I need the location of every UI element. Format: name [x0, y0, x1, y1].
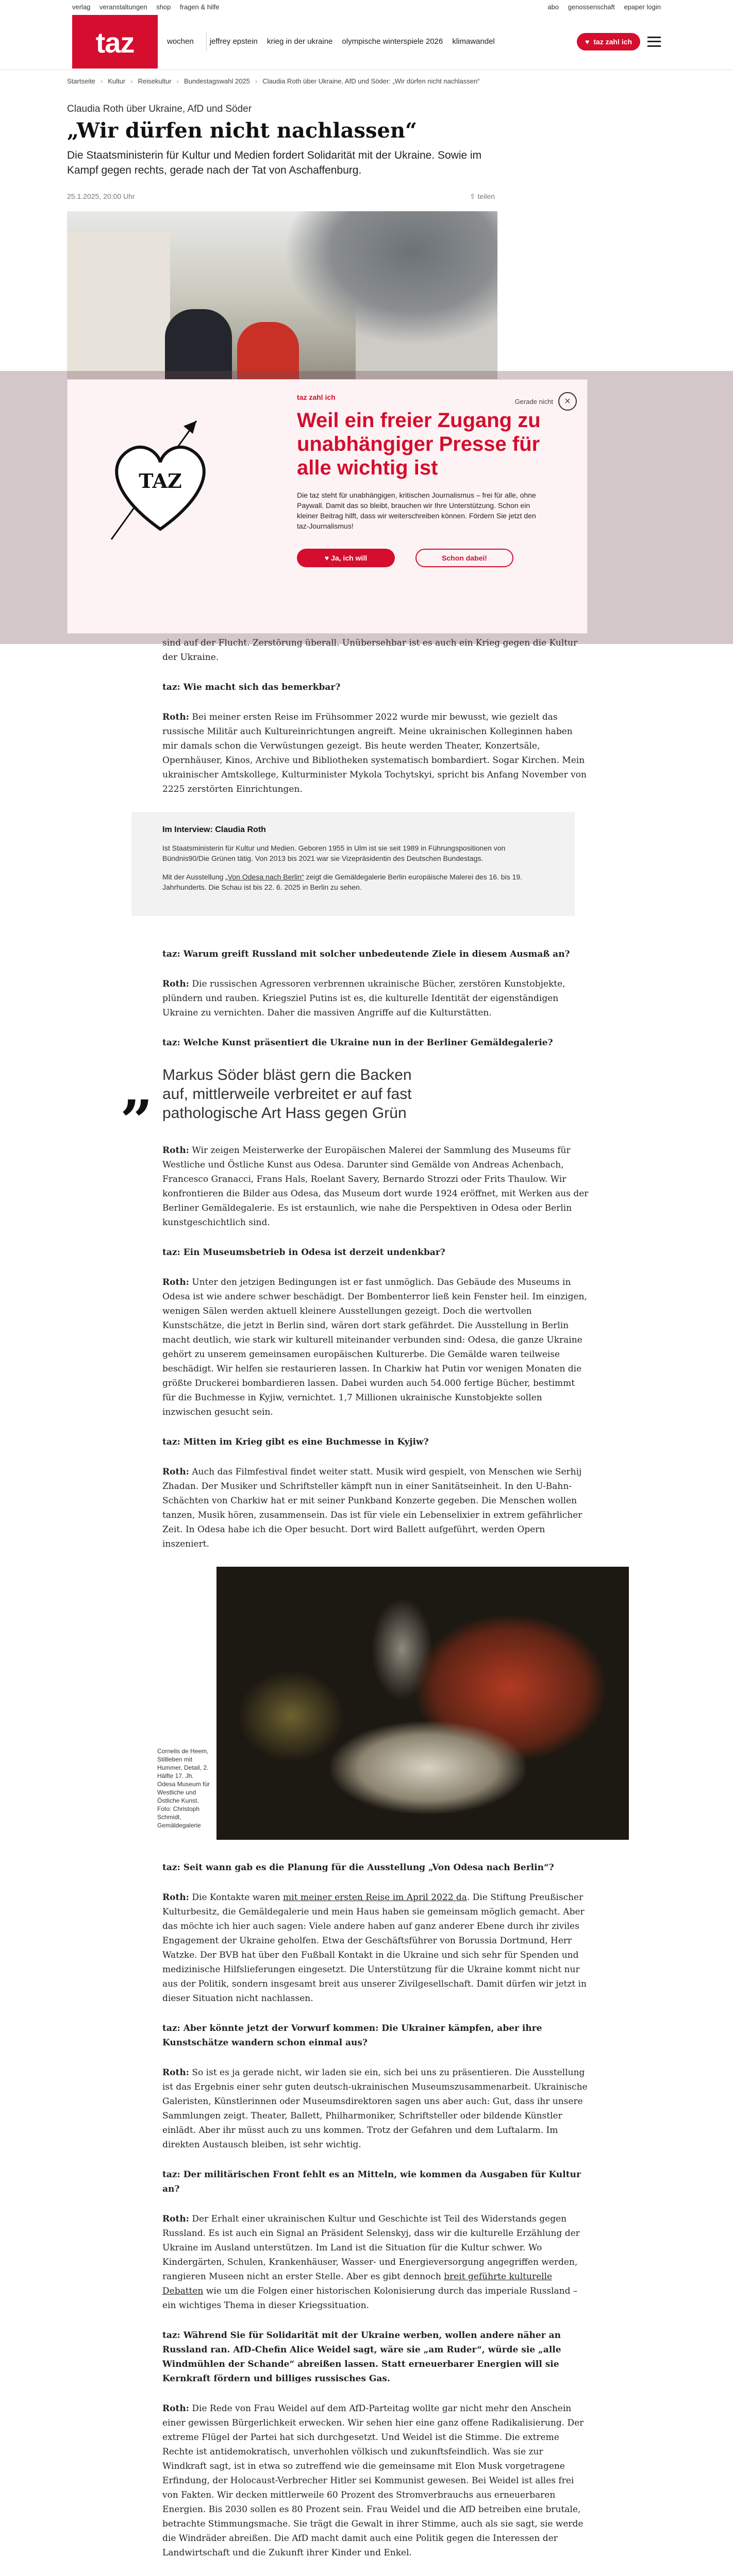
paywall-dialog: [67, 379, 588, 634]
paragraph: sind auf der Flucht. Zerstörung überall. Unübersehbar ist es auch ein Krieg gegen die Kultur der Ukraine.: [162, 638, 578, 663]
nav-item-olympia[interactable]: olympische winterspiele 2026: [342, 37, 443, 46]
pull-quote: [121, 1055, 590, 1123]
breadcrumb: [0, 70, 733, 92]
chevron-right-icon: ›: [255, 77, 258, 85]
paywall-yes-button[interactable]: [297, 549, 395, 567]
topbar-link-genossenschaft[interactable]: genossenschaft: [568, 3, 615, 11]
paragraph: Roth: Die russischen Agressoren verbrennen ukrainische Bücher, zerstören Kunstobjekte, plündern und rauben. Kriegsziel Putins ist es, die kulturelle Identität der eigenständigen Ukraine zu vernichten. Daher die massiven Angriffe auf die Kulturstätten.: [162, 979, 565, 1018]
paywall-title: Weil ein freier Zugang zu unabhängiger Presse für alle wichtig ist: [297, 409, 541, 479]
question: taz: Aber könnte jetzt der Vorwurf kommen: Die Ukrainer kämpfen, aber ihre Kunstschätze wandern schon einmal aus?: [162, 2023, 542, 2048]
share-button[interactable]: [470, 192, 495, 201]
paragraph: Roth: Unter den jetzigen Bedingungen ist er fast unmöglich. Das Gebäude des Museums in Odesa ist wie andere schwer beschädigt. Der Bombenterror ließ kein Fenster heil. Im einzigen, wenigen Sälen werden aktuell kleinere Ausstellungen gezeigt. Doch die wertvollen Kunstschätze, die jetzt in Berlin sind, wären dort stark gefährdet. Die Ausstellung in Berlin macht deutlich, wie stark wir kulturell miteinander verbunden sind: Odesa, die ganze Ukraine gehört zu unserem gemeinsamen europäischen Kulturerbe. Die Gemälde waren teilweise beschädigt. Wir helfen sie restaurieren lassen. In Charkiw hat Putin vor wenigen Monaten die größte Druckerei bombardieren lassen. Dabei wurden auch 54.000 fertige Bücher, bestimmt für die Buchmesse in Kyjiw, vernichtet. 1,7 Millionen ukrainische Kunstobjekte sollen inzwischen gesucht sein.: [162, 1277, 587, 1417]
pull-quote-text: Markus Söder bläst gern die Backen auf, mittlerweile verbreitet er auf fast pathologische Art Hass gegen Grün: [162, 1066, 412, 1122]
article-kicker: Claudia Roth über Ukraine, AfD und Söder: [67, 104, 252, 114]
question: taz: Mitten im Krieg gibt es eine Buchmesse in Kyjiw?: [162, 1437, 429, 1447]
article-time: 20:00 Uhr: [103, 192, 135, 200]
paywall-close-button[interactable]: [515, 392, 577, 411]
nav-item-wochen[interactable]: wochen: [167, 37, 194, 46]
infobox-exhibition-link[interactable]: „Von Odesa nach Berlin“: [225, 873, 304, 881]
paragraph: Roth: So ist es ja gerade nicht, wir laden sie ein, sich bei uns zu präsentieren. Die Ausstellung ist das Ergebnis einer sehr guten deutsch-ukrainischen Museumszusammenarbeit. Ukrainische Galeristen, Künstlerinnen oder Museumsdirektoren sagen uns aber auch: Gut, dass ihr unsere Sammlungen zeigt. Theater, Ballett, Philharmoniker, Schriftsteller oder bildende Künstler einlädt. Aber ihr müsst auch zu uns kommen. Trotz der Gefahren und dem Luftalarm. Im direkten Austausch bleiben, ist sehr wichtig.: [162, 2067, 588, 2150]
article-header: [67, 104, 495, 407]
chevron-right-icon: ›: [100, 77, 103, 85]
article-figure: [157, 1567, 678, 1840]
close-icon: ×: [558, 392, 577, 411]
paragraph: Roth: Die Kontakte waren mit meiner ersten Reise im April 2022 da. Die Stiftung Preußischer Kulturbesitz, die Gemäldegalerie und mein Haus haben sie gemeinsam möglich gemacht. Aber das möchte ich hier auch sagen: Viele andere haben auf ganz anderer Ebene durch ihr ziviles Engagement der Ukraine geholfen. Etwa der Geschäftsführer von Borussia Dortmund, Herr Watzke. Der BVB hat über den Fußball Kontakt in die Ukraine und sich sehr für Spenden und medizinische Hilfslieferungen eingesetzt. Die Unterstützung für die Ukraine kommt nicht nur aus der Politik, sondern insgesamt breit aus unserer Zivilgesellschaft. Damit dürfen wir jetzt in dieser Situation nicht nachlassen.: [162, 1892, 587, 2004]
article-body-3: [162, 1860, 590, 2560]
topbar-link-shop[interactable]: shop: [156, 3, 171, 11]
paragraph: Roth: Auch das Filmfestival findet weiter statt. Musik wird gespielt, von Menschen wie Serhij Zhadan. Der Musiker und Schriftsteller kämpft nun in einer Sanitätseinheit. In den U-Bahn-Schächten von Charkiw hat er mit seiner Punkband Konzerte gegeben. Die Menschen wollen tanzen, Musik hören, zusammensein. Das ist für viele ein Lebenselixier in extrem gefährlicher Zeit. In Odesa habe ich die Oper besucht. Dort wird Ballett aufgeführt, werden Opern inszeniert.: [162, 1467, 582, 1549]
main-nav: [167, 32, 504, 51]
inline-link[interactable]: mit meiner ersten Reise im April 2022 da: [283, 1892, 467, 1903]
nav-item-klimawandel[interactable]: klimawandel: [452, 37, 495, 46]
nav-divider: [206, 32, 207, 51]
share-icon: ⇪: [469, 192, 476, 200]
paragraph: Roth: Wir zeigen Meisterwerke der Europäischen Malerei der Sammlung des Museums für Westliche und Östliche Kunst aus Odesa. Darunter sind Gemälde von Andreas Achenbach, Francesco Granacci, Frans Hals, Roelant Savery, Bernardo Strozzi oder Frits Thaulow. Wir konfrontieren die Bilder aus Odesa, das Museum dort wurde 1924 eröffnet, mit Werken aus der Berliner Gemäldegalerie. Es ist erstaunlich, wie nahe die Perspektiven in Odesa oder Berlin kunstgeschichtlich sind.: [162, 1145, 589, 1228]
taz-zahl-ich-label: taz zahl ich: [593, 37, 632, 46]
paragraph: Roth: Bei meiner ersten Reise im Frühsommer 2022 wurde mir bewusst, wie gezielt das russische Militär auch Kultureinrichtungen angreift. Meine ukrainischen Kolleginnen haben mir damals schon die Verwüstungen gezeigt. Bis heute werden Theater, Konzertsäle, Opernhäuser, Kinos, Archive und Bibliotheken systematisch bombardiert. Sogar Kirchen. Mein ukrainischer Amtskollege, Kulturminister Mykola Tochytskyi, spricht bis Anfang November von 2225 zerstörten Einrichtungen.: [162, 712, 587, 794]
nav-item-jeffrey-epstein[interactable]: jeffrey epstein: [209, 37, 258, 46]
question: taz: Wie macht sich das bemerkbar?: [162, 682, 341, 692]
paragraph: Roth: Der Erhalt einer ukrainischen Kultur und Geschichte ist Teil des Widerstands gegen Russland. Es ist auch ein Signal an Präsident Selenskyj, dass wir die kulturelle Erzählung der Ukraine im Ausland unterstützen. Im Land ist die Situation für die Kultur schwer. Wo Kindergärten, Schulen, Krankenhäuser, Wasser- und Energieversorgung angegriffen werden, rangieren Museen nicht an erster Stelle. Aber es gibt dennoch breit geführte kulturelle Debatten wie um die Folgen einer historischen Kolonisierung durch das imperiale Russland – ein wichtiges Thema in dieser Kriegssituation.: [162, 2214, 580, 2311]
question: taz: Seit wann gab es die Planung für die Ausstellung „Von Odesa nach Berlin“?: [162, 1862, 554, 1873]
hamburger-menu-icon[interactable]: [647, 37, 661, 47]
share-label: teilen: [477, 192, 495, 200]
infobox-title: Im Interview: Claudia Roth: [162, 825, 266, 834]
heart-arrow-icon: [106, 411, 214, 555]
topbar-link-veranstaltungen[interactable]: veranstaltungen: [99, 3, 147, 11]
question: taz: Warum greift Russland mit solcher unbedeutende Ziele in diesem Ausmaß an?: [162, 949, 570, 959]
still-life-painting: [216, 1567, 629, 1840]
article-date: 25.1.2025: [67, 192, 99, 200]
article-title: „Wir dürfen nicht nachlassen“: [67, 118, 418, 143]
site-header: [0, 13, 733, 70]
infobox-exhibition: Mit der Ausstellung „Von Odesa nach Berlin“ zeigt die Gemäldegalerie Berlin europäische Malerei des 16. bis 19. Jahrhunderts. Die Schau ist bis 22. 6. 2025 in Berlin zu sehen.: [162, 873, 523, 891]
paywall-text: Die taz steht für unabhängigen, kritischen Journalismus – frei für alle, ohne Paywall. Damit das so bleibt, brauchen wir Ihre Unterstützung. Schon ein kleiner Beitrag hilft, dass wir weiterschreiben können. Fördern Sie jetzt den taz-Journalismus!: [297, 491, 536, 530]
topbar-link-verlag[interactable]: verlag: [72, 3, 91, 11]
figure-caption: Cornelis de Heem, Stillleben mit Hummer, Detail, 2. Hälfte 17. Jh. Odesa Museum für Westliche und Östliche Kunst. Foto: Christoph Schmidt, Gemäldegalerie: [157, 1748, 210, 1829]
taz-logo[interactable]: taz: [72, 15, 158, 69]
quote-mark-icon: „: [121, 1055, 154, 1122]
topbar-link-abo[interactable]: abo: [547, 3, 559, 11]
paragraph: Roth: Die Rede von Frau Weidel auf dem AfD-Parteitag wollte gar nicht mehr den Anschein einer gewissen Bürgerlichkeit erwecken. Wir sehen hier eine ganz offene Radikalisierung. Der extreme Flügel der Partei hat sich durchgesetzt. Und Weidel ist die Stimme. Die extreme Rechte ist antidemokratisch, unverhohlen völkisch und zukunftsfeindlich. Was sie zur Windkraft sagt, ist in etwa so zutreffend wie die gemeinsame mit Elon Musk vorgetragene Erfindung, der Holocaust-Verbrecher Hitler sei Kommunist gewesen. Bei Weidel ist alles frei von Fakten. Wir decken mittlerweile 60 Prozent des Stromverbrauchs aus erneuerbaren Energien. Bis 2030 sollen es 80 Prozent sein. Frau Weidel und die AfD betreiben eine brutale, betrachte Stimmungsmache. Sie trägt die Gewalt in ihrer Stimme, auch als sie sagt, sie werde die Windräder abreißen. Die AfD macht damit auch eine Politik gegen die Interessen der Landwirtschaft und die Zukunft ihrer Kinder und Enkel.: [162, 2403, 584, 2558]
top-utility-bar: [0, 0, 733, 13]
heart-icon: ♥: [324, 554, 331, 562]
breadcrumb-item-reisekultur[interactable]: Reisekultur: [138, 77, 172, 85]
paywall-brand: taz zahl ich: [297, 393, 336, 401]
article-meta: 25.1.2025, 20:00 Uhr ⇪ teilen: [67, 192, 495, 200]
interview-infobox: [131, 812, 575, 916]
question: taz: Während Sie für Solidarität mit der Ukraine werben, wollen andere näher an Russland ran. AfD-Chefin Alice Weidel sagt, wäre sie „am Ruder“, würde sie „alle Windmühlen der Schande“ abreißen lassen. Statt erneuerbarer Energien will sie Kernkraft fördern und billiges russisches Gas.: [162, 2330, 561, 2384]
question: taz: Ein Museumsbetrieb in Odesa ist derzeit undenkbar?: [162, 1247, 445, 1258]
chevron-right-icon: ›: [130, 77, 133, 85]
inline-link[interactable]: breit geführte kulturelle Debatten: [162, 2272, 553, 2296]
breadcrumb-item-startseite[interactable]: Startseite: [67, 77, 95, 85]
topbar-link-epaper-login[interactable]: epaper login: [624, 3, 661, 11]
paywall-already-button[interactable]: Schon dabei!: [415, 549, 513, 567]
breadcrumb-item-kultur[interactable]: Kultur: [108, 77, 126, 85]
nav-item-krieg-ukraine[interactable]: krieg in der ukraine: [266, 37, 333, 46]
paywall-overlay: [0, 371, 733, 644]
infobox-bio: Ist Staatsministerin für Kultur und Medien. Geboren 1955 in Ulm ist sie seit 1989 in Führungspositionen von Bündnis90/Die Grünen tätig. Von 2013 bis 2021 war sie Vizepräsidentin des Deutschen Bundestags.: [162, 844, 506, 862]
article-lead: Die Staatsministerin für Kultur und Medien fordert Solidarität mit der Ukraine. Sowie im Kampf gegen rechts, gerade nach der Tat von Aschaffenburg.: [67, 149, 482, 176]
breadcrumb-item-bundestagswahl[interactable]: Bundestagswahl 2025: [184, 77, 250, 85]
paywall-close-label: Gerade nicht: [514, 397, 553, 405]
paywall-yes-label: Ja, ich will: [331, 554, 368, 562]
heart-taz-text: TAZ: [139, 469, 182, 493]
topbar-link-help[interactable]: fragen & hilfe: [180, 3, 220, 11]
article-body-2: [121, 947, 590, 1551]
taz-zahl-ich-button[interactable]: [577, 33, 640, 50]
question: taz: Der militärischen Front fehlt es an Mitteln, wie kommen da Ausgaben für Kultur an?: [162, 2170, 581, 2194]
heart-icon: ♥: [585, 37, 590, 46]
chevron-right-icon: ›: [176, 77, 179, 85]
breadcrumb-item-current: Claudia Roth über Ukraine, AfD und Söder: „Wir dürfen nicht nachlassen“: [262, 77, 480, 85]
question: taz: Welche Kunst präsentiert die Ukraine nun in der Berliner Gemäldegalerie?: [162, 1038, 553, 1048]
